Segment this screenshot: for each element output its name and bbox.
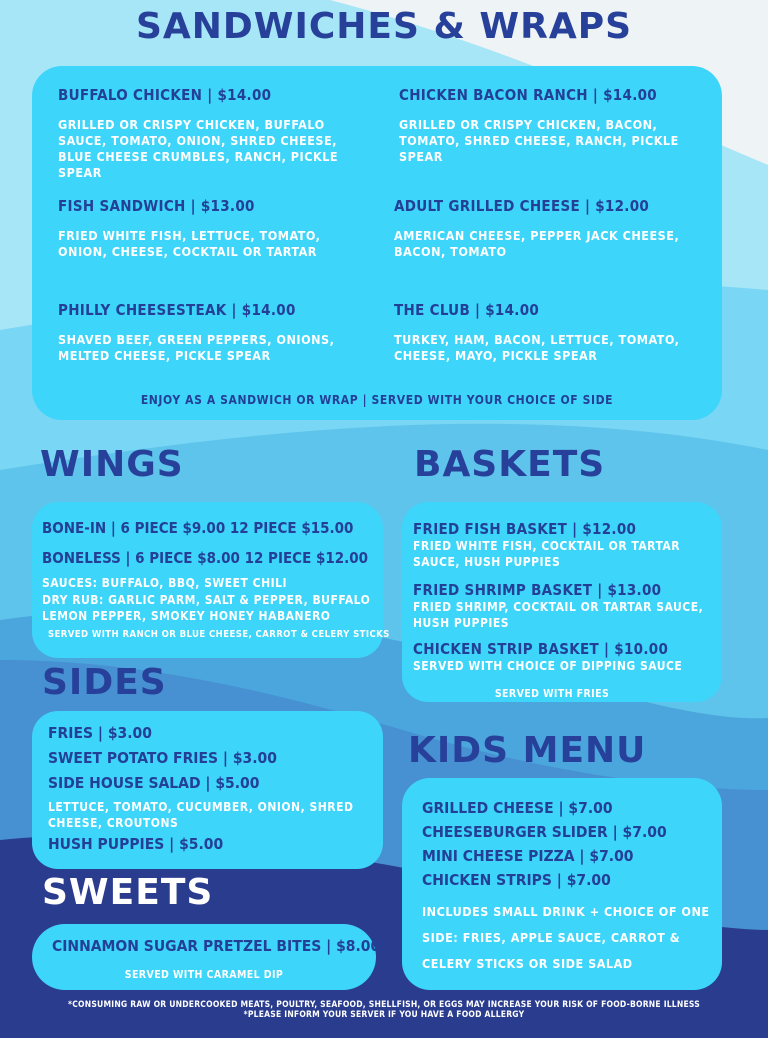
sides-card (32, 711, 383, 869)
kids-item: GRILLED CHEESE | $7.00 (422, 799, 613, 817)
item-title: CHICKEN STRIP BASKET | $10.00 (413, 640, 669, 658)
sides-heading: SIDES (42, 662, 167, 703)
basket-item (413, 640, 713, 674)
item-description: SHAVED BEEF, GREEN PEPPERS, ONIONS, MELTED CHEESE, PICKLE SPEAR (58, 332, 335, 363)
sandwiches-heading: SANDWICHES & WRAPS (135, 6, 633, 47)
footer-disclaimer (0, 1000, 768, 1020)
kids-card (402, 778, 722, 990)
item-description: FRIED WHITE FISH, COCKTAIL OR TARTAR SAUCE, HUSH PUPPIES (413, 539, 681, 569)
footer-line: *CONSUMING RAW OR UNDERCOOKED MEATS, POULTRY, SEAFOOD, SHELLFISH, OR EGGS MAY INCREASE YOUR RISK OF FOOD-BORNE ILLNESS (68, 1000, 700, 1010)
item-title: FISH SANDWICH | $13.00 (58, 197, 255, 215)
sweets-card (32, 924, 381, 990)
basket-item (413, 581, 713, 631)
side-item: SIDE HOUSE SALAD | $5.00 (48, 774, 260, 792)
basket-item (413, 520, 713, 570)
kids-item: CHEESEBURGER SLIDER | $7.00 (422, 823, 667, 841)
menu-item (58, 86, 368, 181)
wings-card (32, 502, 390, 658)
side-item: SWEET POTATO FRIES | $3.00 (48, 749, 277, 767)
item-description: AMERICAN CHEESE, PEPPER JACK CHEESE, BACON, TOMATO (394, 228, 680, 259)
kids-heading: KIDS MENU (408, 730, 647, 771)
menu-item (58, 197, 368, 260)
item-description: GRILLED OR CRISPY CHICKEN, BUFFALO SAUCE, TOMATO, ONION, SHRED CHEESE, BLUE CHEESE CRUMBLES, RANCH, PICKLE SPEAR (58, 117, 339, 180)
wings-boneless: BONELESS | 6 PIECE $8.00 12 PIECE $12.00 (42, 549, 369, 567)
wings-note: SERVED WITH RANCH OR BLUE CHEESE, CARROT & CELERY STICKS (48, 629, 390, 640)
side-item: HUSH PUPPIES | $5.00 (48, 835, 224, 853)
baskets-heading: BASKETS (414, 444, 606, 485)
baskets-note: SERVED WITH FRIES (494, 688, 610, 700)
sweets-note: SERVED WITH CARAMEL DIP (124, 969, 284, 981)
sweets-heading: SWEETS (42, 872, 214, 913)
kids-note: SIDE: FRIES, APPLE SAUCE, CARROT & (422, 930, 681, 945)
item-title: ADULT GRILLED CHEESE | $12.00 (394, 197, 650, 215)
baskets-card (402, 502, 722, 702)
kids-note: INCLUDES SMALL DRINK + CHOICE OF ONE (422, 904, 710, 919)
item-title: CHICKEN BACON RANCH | $14.00 (399, 86, 657, 104)
item-description: GRILLED OR CRISPY CHICKEN, BACON, TOMATO, SHRED CHEESE, RANCH, PICKLE SPEAR (399, 117, 679, 164)
menu-item (58, 301, 358, 364)
item-title: FRIED SHRIMP BASKET | $13.00 (413, 581, 662, 599)
menu-item (399, 86, 709, 165)
item-title: BUFFALO CHICKEN | $14.00 (58, 86, 272, 104)
kids-item: CHICKEN STRIPS | $7.00 (422, 871, 611, 889)
wings-heading: WINGS (40, 444, 184, 485)
sandwiches-card (32, 66, 722, 420)
item-title: FRIED FISH BASKET | $12.00 (413, 520, 637, 538)
sandwiches-note: ENJOY AS A SANDWICH OR WRAP | SERVED WITH YOUR CHOICE OF SIDE (140, 393, 614, 407)
side-salad-description: LETTUCE, TOMATO, CUCUMBER, ONION, SHRED CHEESE, CROUTONS (48, 800, 354, 830)
wings-bone-in: BONE-IN | 6 PIECE $9.00 12 PIECE $15.00 (42, 519, 354, 537)
sweets-item: CINNAMON SUGAR PRETZEL BITES | $8.00 (52, 937, 381, 955)
menu-item (394, 197, 694, 260)
side-item: FRIES | $3.00 (48, 724, 152, 742)
item-title: THE CLUB | $14.00 (394, 301, 540, 319)
item-title: PHILLY CHEESESTEAK | $14.00 (58, 301, 296, 319)
kids-item: MINI CHEESE PIZZA | $7.00 (422, 847, 634, 865)
kids-note: CELERY STICKS OR SIDE SALAD (422, 956, 633, 971)
wings-sauces: SAUCES: BUFFALO, BBQ, SWEET CHILI (42, 576, 288, 590)
item-description: TURKEY, HAM, BACON, LETTUCE, TOMATO, CHEESE, MAYO, PICKLE SPEAR (394, 332, 680, 363)
wings-dry-rub: DRY RUB: GARLIC PARM, SALT & PEPPER, BUFFALO LEMON PEPPER, SMOKEY HONEY HABANERO (42, 593, 371, 623)
menu-item (394, 301, 694, 364)
item-description: SERVED WITH CHOICE OF DIPPING SAUCE (413, 659, 683, 673)
item-description: FRIED WHITE FISH, LETTUCE, TOMATO, ONION, CHEESE, COCKTAIL OR TARTAR (58, 228, 321, 259)
item-description: FRIED SHRIMP, COCKTAIL OR TARTAR SAUCE, HUSH PUPPIES (413, 600, 704, 630)
footer-line: *PLEASE INFORM YOUR SERVER IF YOU HAVE A FOOD ALLERGY (243, 1010, 525, 1020)
